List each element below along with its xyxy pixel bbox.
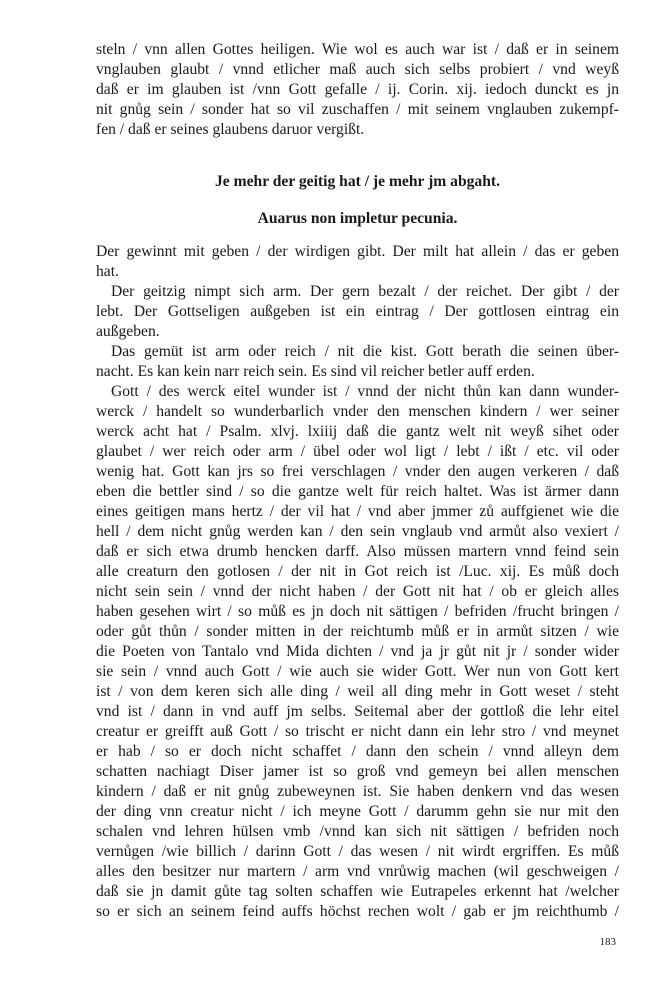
text-line: daß er im glauben ist /vnn Gott gefalle / ij. Corin. xij. iedoch dunckt es jn	[96, 81, 619, 98]
text-line: eben die bettler sind / so die gantze welt für reich haltet. Was ist ärmer dann	[96, 483, 619, 500]
text-line: ist / von dem keren sich alle ding / weil all ding mehr in Gott weset / steht	[96, 683, 619, 700]
text-line: oder gůt thůn / sonder mitten in der reichtumb můß er in armůt sitzen / wie	[96, 623, 619, 640]
text-line: nicht sein sein / vnnd der nicht haben / der Gott nit hat / ob er gleich alles	[96, 583, 619, 600]
text-line: Der geitzig nimpt sich arm. Der gern bezalt / der reichet. Der gibt / der	[111, 283, 619, 300]
text-line: wenig hat. Gott kan jrs so frei verschlagen / vnder den augen verkeren / daß	[96, 463, 619, 480]
text-line: sie sein / vnnd auch Gott / wie auch sie wider Gott. Wer nun von Gott kert	[96, 663, 619, 680]
text-line: daß er sich etwa drumb hencken darff. Also müssen martern vnnd feind sein	[96, 543, 619, 560]
text-line: vnd ist / dann in vnd auff jm selbs. Seitemal aber der gottloß die lehr eitel	[96, 703, 619, 720]
text-line: er hab / so er doch nicht schaffet / dann den schein / vnnd alleyn dem	[96, 743, 619, 760]
text-line: nit gnůg sein / sonder hat so vil zuschaffen / mit seinem vnglauben zukempf-	[96, 101, 619, 118]
text-line: nacht. Es kan kein narr reich sein. Es sind vil reicher betler auff erden.	[96, 363, 535, 380]
text-line: creatur er greifft auß Gott / so trischt er nicht dann ein lehr stro / vnd meynet	[96, 723, 619, 740]
text-line: Das gemüt ist arm oder reich / nit die kist. Gott berath die seinen über-	[111, 343, 619, 360]
text-line: die Poeten von Tantalo vnd Mida dichten / vnd ja jr gůt nit jr / sonder wider	[96, 643, 619, 660]
text-line: außgeben.	[96, 323, 160, 340]
text-line: alles den besitzer nur martern / arm vnd vnrůwig machen (wil geschweigen /	[96, 863, 619, 880]
text-line: werck acht hat / Psalm. xlvj. lxiiij daß die gantz welt nit weyß sihet oder	[96, 423, 619, 440]
text-line: daß sie jn damit gůte tag solten schaffen wie Eutrapeles erkennt hat /welcher	[96, 883, 619, 900]
text-line: kindern / daß er nit gnůg zubeweynen ist. Sie haben denkern vnd das wesen	[96, 783, 619, 800]
text-line: hell / dem nicht gnůg werden kan / den sein vnglaub vnd armůt also vexiert /	[96, 523, 619, 540]
text-line: so er sich an seinem feind auffs höchst rechen wolt / gab er jm reichthumb /	[96, 903, 619, 920]
text-line: Gott / des werck eitel wunder ist / vnnd der nicht thůn kan dann wunder-	[111, 383, 619, 400]
text-line: vernůgen /wie billich / darinn Gott / das wesen / nit wirdt ergriffen. Es můß	[96, 843, 619, 860]
text-line: der ding vnn creatur nicht / ich meyne Gott / darumm gehn sie nur mit den	[96, 803, 619, 820]
text-line: Der gewinnt mit geben / der wirdigen gibt. Der milt hat allein / das er geben	[96, 243, 619, 260]
text-line: werck / handelt so wunderbarlich vnder den menschen kindern / wer seiner	[96, 403, 619, 420]
text-line: vnglauben glaubt / vnnd etlicher maß auch sich selbs probiert / vnd weyß	[96, 61, 619, 78]
text-line: fen / daß er seines glaubens daruor vergißt.	[96, 121, 365, 138]
text-line: hat.	[96, 263, 119, 280]
text-line: schalen vnd lehren hülsen vmb /vnnd kan sich nit sättigen / befriden noch	[96, 823, 619, 840]
text-line: steln / vnn allen Gottes heiligen. Wie wol es auch war ist / daß er in seinem	[96, 41, 619, 58]
text-line: lebt. Der Gottseligen außgeben ist ein eintrag / Der gottlosen eintrag ein	[96, 303, 619, 320]
text-line: schatten nachiagt Diser jamer ist so groß vnd gemeyn bei allen menschen	[96, 763, 619, 780]
text-line: haben gesehen wirt / so můß es jn doch nit sättigen / befriden /frucht bringen /	[96, 603, 619, 620]
page-number: 183	[599, 936, 616, 948]
text-line: glaubet / wer reich oder arm / übel oder wol ligt / lebt / ißt / etc. vil oder	[96, 443, 619, 460]
text-line: alle creaturn den gotlosen / der nit in Got reich ist /Luc. xij. Es můß doch	[96, 563, 619, 580]
section-subheading: Auarus non impletur pecunia.	[257, 210, 458, 227]
section-heading: Je mehr der geitig hat / je mehr jm abgaht.	[215, 173, 500, 190]
text-line: eines geitigen mans hertz / der vil hat / vnd aber jmmer zů auffgienet wie die	[96, 503, 619, 520]
